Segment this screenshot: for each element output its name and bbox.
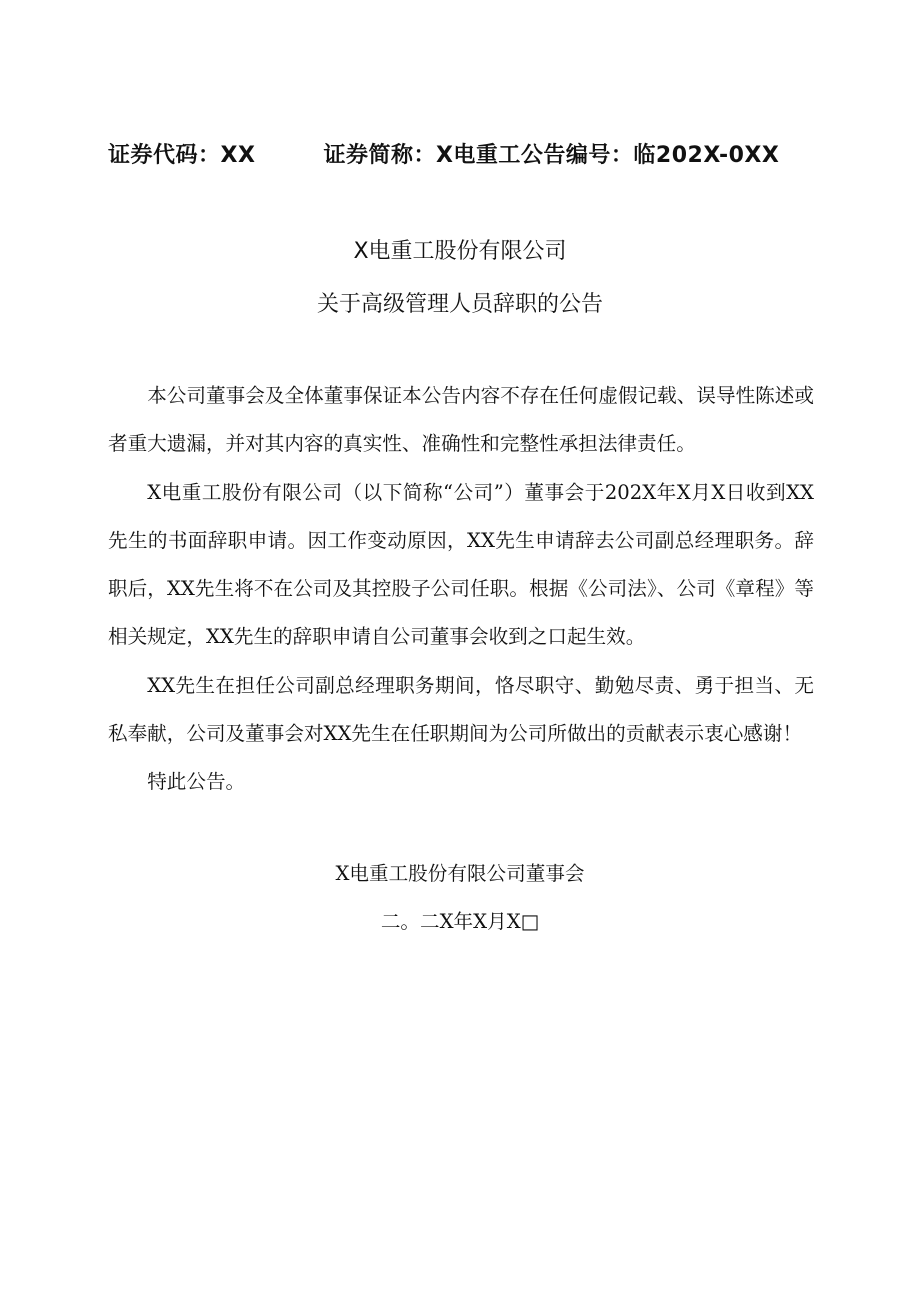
- announcement-subject: 关于高级管理人员辞职的公告: [316, 292, 603, 317]
- stock-abbr-and-announcement-number: 证券简称：X电重工公告编号：临202X-0XX: [323, 143, 780, 168]
- company-title: X电重工股份有限公司: [353, 239, 567, 264]
- signature-board: X电重工股份有限公司董事会: [335, 862, 585, 885]
- announcement-body: [108, 372, 814, 807]
- body-paragraph-disclaimer: 本公司董事会及全体董事保证本公告内容不存在任何虚假记载、误导性陈述或者重大遗漏，并对其内容的真实性、准确性和完整性承担法律责任。: [108, 384, 814, 456]
- body-paragraph-thanks: XX先生在担任公司副总经理职务期间，恪尽职守、勤勉尽责、勇于担当、无私奉献，公司及董事会对XX先生在任职期间为公司所做出的贡献表示衷心感谢！: [108, 673, 814, 746]
- body-paragraph-resignation: X电重工股份有限公司（以下简称“公司”）董事会于202X年X月X日收到XX先生的书面辞职申请。因工作变动原因，XX先生申请辞去公司副总经理职务。辞职后，XX先生将不在公司及其控股子公司任职。根据《公司法》、公司《章程》等相关规定，XX先生的辞职申请自公司董事会收到之口起生效。: [108, 480, 814, 649]
- document-header: [108, 138, 828, 169]
- body-paragraph-closing: 特此公告。: [147, 770, 246, 794]
- signature-date: 二。二X年X月X□: [380, 910, 540, 933]
- stock-code: 证券代码：XX: [108, 143, 256, 168]
